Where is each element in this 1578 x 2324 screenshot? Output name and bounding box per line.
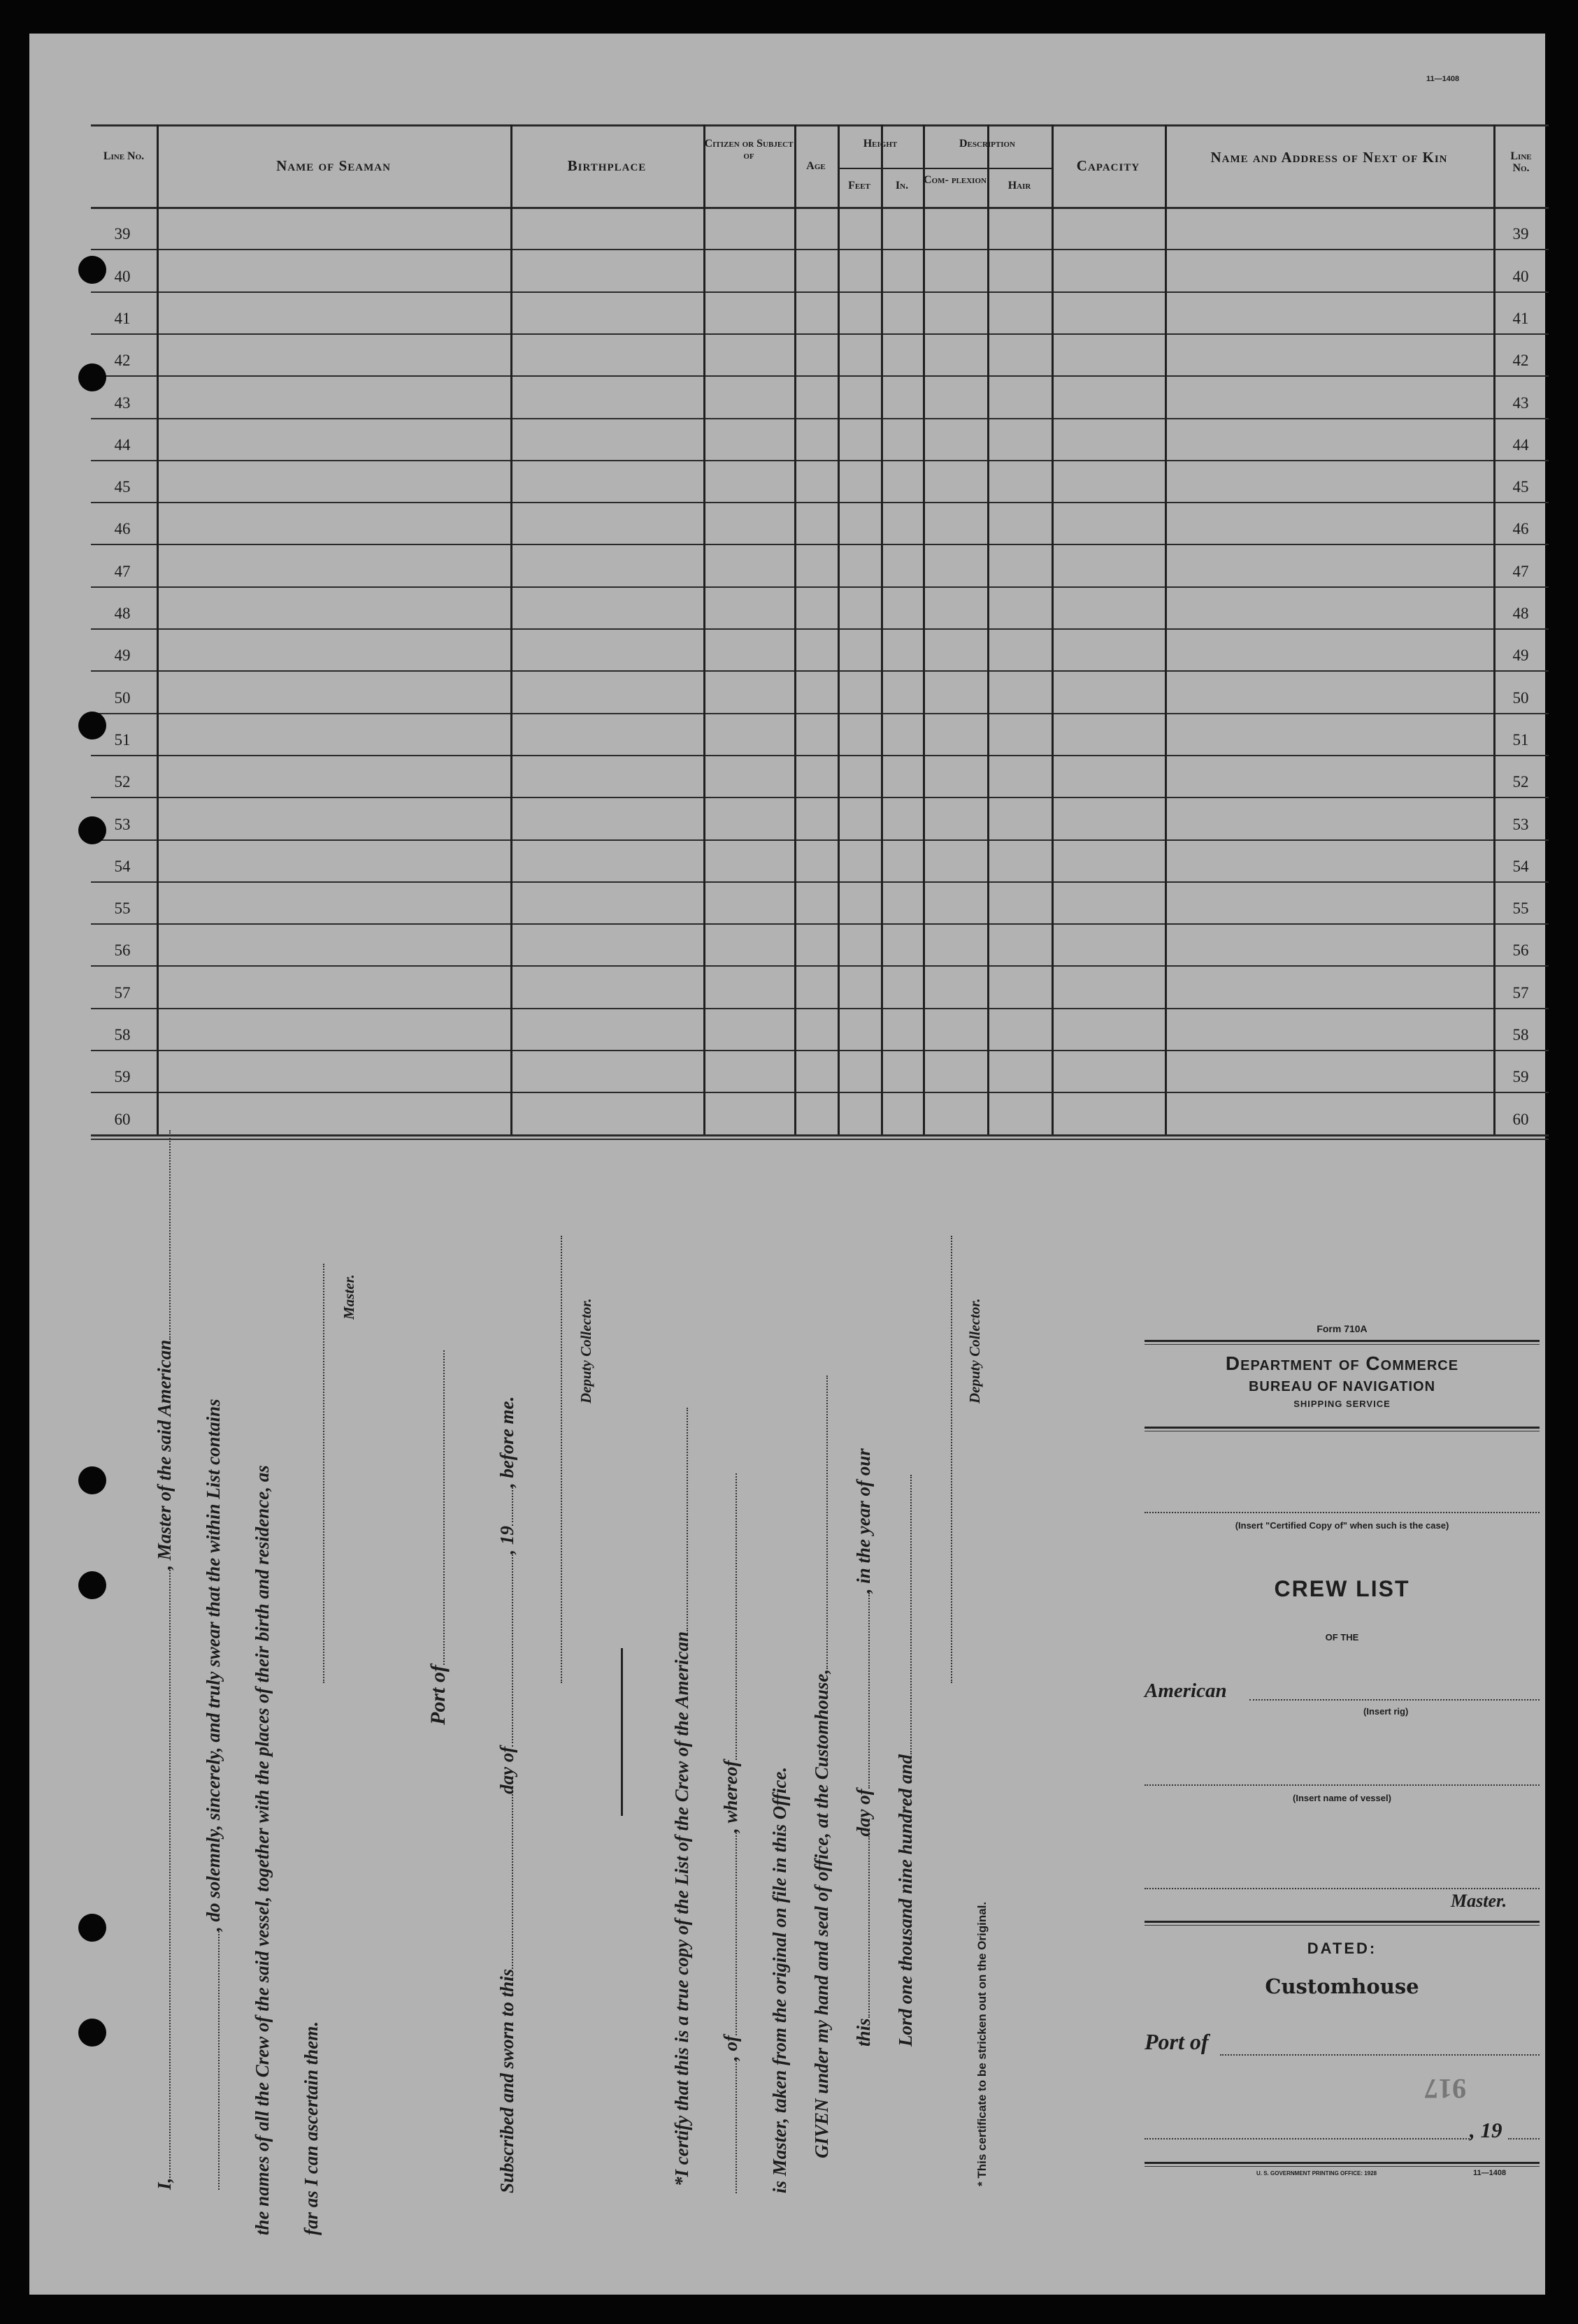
column-rule xyxy=(510,124,512,1134)
in-the-year-text: , in the year of our xyxy=(853,1448,874,1594)
department-title: Department of Commerce xyxy=(1225,1352,1459,1374)
master-label: Master. xyxy=(340,1274,357,1320)
seaman-name-cell[interactable] xyxy=(159,377,510,417)
lord-text: Lord one thousand nine hundred and xyxy=(895,1754,916,2047)
row-number-right: 39 xyxy=(1512,225,1529,243)
row-number-right: 50 xyxy=(1512,688,1529,707)
certificate-line-3 xyxy=(769,1767,791,2193)
row-number-right: 42 xyxy=(1512,352,1529,370)
seaman-name-cell[interactable] xyxy=(159,630,510,670)
row-number-right: 56 xyxy=(1512,941,1529,960)
row-number-right: 55 xyxy=(1512,900,1529,918)
header-description: Description xyxy=(959,138,1015,150)
form-number: Form 710A xyxy=(1317,1323,1368,1334)
cover-form-code: 11—1408 xyxy=(1473,2169,1507,2177)
deputy-signature-line-2[interactable] xyxy=(951,1236,952,1683)
punch-hole xyxy=(78,712,106,739)
master-taken-text: is Master, taken from the original on file in this Office. xyxy=(769,1766,790,2193)
rig-blank[interactable] xyxy=(1249,1699,1540,1701)
blank-port[interactable] xyxy=(429,1350,445,1665)
oath-line-3 xyxy=(252,1465,273,2235)
dated-label: DATED: xyxy=(1307,1940,1377,1957)
cover-rule-2 xyxy=(1145,1427,1540,1429)
row-rule xyxy=(91,797,1549,798)
header-line-no: Line No. xyxy=(103,150,145,162)
column-rule xyxy=(1165,124,1167,1134)
seaman-name-cell[interactable] xyxy=(159,546,510,585)
seaman-name-cell[interactable] xyxy=(159,589,510,628)
row-number-right: 41 xyxy=(1512,309,1529,327)
date-blank[interactable] xyxy=(1145,2138,1470,2139)
header-complexion: Com- plexion xyxy=(924,174,987,186)
certificate-footnote: * This certificate to be stricken out on the Original. xyxy=(975,1901,989,2186)
american-label: American xyxy=(1145,1680,1227,1702)
row-number-left: 41 xyxy=(114,309,131,327)
row-rule xyxy=(91,375,1549,377)
row-rule xyxy=(91,291,1549,293)
table-top-rule xyxy=(91,124,1549,127)
row-number-left: 44 xyxy=(114,435,131,454)
row-rule xyxy=(91,249,1549,250)
row-rule xyxy=(91,502,1549,503)
header-height: Height xyxy=(863,138,898,150)
cover-rule-bottom-thin xyxy=(1145,2166,1540,2167)
column-rule xyxy=(794,124,796,1134)
certificate-line-1 xyxy=(671,1408,693,2186)
row-number-left: 58 xyxy=(114,1026,131,1044)
form-code-top: 11—1408 xyxy=(1426,75,1460,83)
row-number-right: 48 xyxy=(1512,605,1529,622)
row-rule xyxy=(91,418,1549,419)
certificate-line-6 xyxy=(895,1475,917,2047)
row-number-left: 60 xyxy=(114,1110,131,1128)
deputy-collector-label: Deputy Collector. xyxy=(578,1298,594,1403)
blank-month-copy[interactable] xyxy=(854,1593,870,1789)
seaman-name-cell[interactable] xyxy=(159,757,510,796)
certificate-line-4 xyxy=(811,1376,833,2158)
header-birthplace: Birthplace xyxy=(567,157,647,174)
table-bottom-rule-2 xyxy=(91,1139,1549,1140)
seaman-name-cell[interactable] xyxy=(159,672,510,712)
blank-port-copy[interactable] xyxy=(722,1833,737,2035)
crew-table xyxy=(91,124,1549,1141)
row-number-left: 51 xyxy=(114,730,131,749)
master-signature-line[interactable] xyxy=(323,1264,324,1683)
certified-copy-blank[interactable] xyxy=(1145,1512,1540,1513)
row-rule xyxy=(91,839,1549,841)
given-text: GIVEN under my hand and seal of office, at the Customhouse, xyxy=(811,1668,832,2158)
row-number-right: 46 xyxy=(1512,520,1529,538)
subheader-rule xyxy=(838,168,1052,169)
row-rule xyxy=(91,713,1549,714)
oath-master-of: , Master of the said American xyxy=(154,1339,175,1570)
punch-hole xyxy=(78,1914,106,1942)
table-bottom-rule xyxy=(91,1134,1549,1136)
header-next-of-kin: Name and Address of Next of Kin xyxy=(1210,149,1448,166)
row-rule xyxy=(91,333,1549,335)
blank-vessel[interactable] xyxy=(155,1130,171,1340)
row-number-left: 52 xyxy=(114,773,131,791)
seaman-name-cell[interactable] xyxy=(159,420,510,459)
row-rule xyxy=(91,881,1549,883)
insert-rig-note: (Insert rig) xyxy=(1363,1706,1409,1717)
punch-hole xyxy=(78,2019,106,2047)
cover-rule-3 xyxy=(1145,1921,1540,1923)
insert-certified-note: (Insert "Certified Copy of" when such is the case) xyxy=(1235,1520,1449,1531)
header-hair: Hair xyxy=(1007,180,1031,192)
blank-vessel-name[interactable] xyxy=(204,1931,220,2190)
row-number-right: 58 xyxy=(1512,1026,1529,1044)
port-of-line xyxy=(426,1350,450,1725)
row-rule xyxy=(91,1008,1549,1009)
row-rule xyxy=(91,544,1549,545)
row-number-right: 45 xyxy=(1512,478,1529,496)
row-number-left: 42 xyxy=(114,352,131,370)
service-title: SHIPPING SERVICE xyxy=(1293,1399,1391,1409)
year-blank[interactable] xyxy=(1508,2138,1540,2139)
subscribed-text: Subscribed and sworn to this xyxy=(496,1968,517,2193)
row-number-left: 45 xyxy=(114,478,131,496)
blank-year[interactable] xyxy=(498,1487,513,1526)
column-rule xyxy=(1052,124,1054,1134)
header-name-of-seaman: Name of Seaman xyxy=(276,157,391,174)
row-number-right: 57 xyxy=(1512,983,1529,1002)
seaman-name-cell[interactable] xyxy=(159,335,510,375)
year-prefix: , 19 xyxy=(496,1526,517,1554)
row-number-left: 59 xyxy=(114,1068,131,1086)
form-sheet xyxy=(29,34,1545,2295)
row-rule xyxy=(91,460,1549,461)
faint-stamp-number: 917 xyxy=(1424,2073,1466,2105)
column-rule xyxy=(987,124,989,1134)
oath-ascertain-text: far as I can ascertain them. xyxy=(301,2021,322,2235)
blank-customhouse[interactable] xyxy=(812,1376,828,1669)
row-number-left: 40 xyxy=(114,267,131,285)
crew-list-title: CREW LIST xyxy=(1274,1576,1410,1601)
header-line-no-right: Line No. xyxy=(1510,150,1532,174)
oath-line-4 xyxy=(301,2021,322,2235)
row-number-left: 57 xyxy=(114,983,131,1002)
blank-day[interactable] xyxy=(498,1794,513,1969)
deputy-collector-label-2: Deputy Collector. xyxy=(966,1298,983,1403)
punch-hole xyxy=(78,256,106,284)
row-number-left: 46 xyxy=(114,520,131,538)
row-number-right: 53 xyxy=(1512,815,1529,833)
seaman-name-cell[interactable] xyxy=(159,967,510,1006)
day-of-text: day of xyxy=(496,1746,517,1794)
punch-hole xyxy=(78,1466,106,1494)
cover-year-label: , 19 xyxy=(1470,2118,1502,2142)
row-rule xyxy=(91,1092,1549,1093)
seaman-name-cell[interactable] xyxy=(159,842,510,881)
column-rule xyxy=(703,124,705,1134)
row-number-right: 40 xyxy=(1512,267,1529,285)
insert-vessel-note: (Insert name of vessel) xyxy=(1293,1793,1391,1803)
row-number-right: 49 xyxy=(1512,647,1529,665)
seaman-name-cell[interactable] xyxy=(159,462,510,501)
row-number-left: 50 xyxy=(114,688,131,707)
of-the-label: OF THE xyxy=(1325,1632,1359,1643)
row-rule xyxy=(91,670,1549,672)
blank-day-copy[interactable] xyxy=(854,1836,870,2018)
row-number-right: 60 xyxy=(1512,1110,1529,1128)
oath-i: I, xyxy=(154,2177,175,2190)
before-me-text: , before me. xyxy=(496,1396,517,1488)
row-rule xyxy=(91,586,1549,588)
seaman-name-cell[interactable] xyxy=(159,1010,510,1049)
cover-port-blank[interactable] xyxy=(1220,2054,1540,2056)
cover-rule-3-thin xyxy=(1145,1925,1540,1926)
day-of-text-copy: day of xyxy=(853,1789,874,1837)
row-number-right: 52 xyxy=(1512,773,1529,791)
row-number-left: 54 xyxy=(114,857,131,875)
seaman-name-cell[interactable] xyxy=(159,799,510,838)
column-rule xyxy=(838,124,840,1134)
oath-line-2 xyxy=(203,1399,224,2190)
row-number-right: 51 xyxy=(1512,730,1529,749)
seaman-name-cell[interactable] xyxy=(159,251,510,290)
row-number-left: 48 xyxy=(114,605,131,622)
oath-line-1 xyxy=(154,1130,175,2190)
oath-names-text: the names of all the Crew of the said vessel, together with the places of their birth and residence, as xyxy=(252,1465,273,2235)
blank-vessel-copy[interactable] xyxy=(722,2060,737,2193)
seaman-name-cell[interactable] xyxy=(159,925,510,965)
bureau-title: BUREAU OF NAVIGATION xyxy=(1248,1379,1436,1394)
oath-swear: , do solemnly, sincerely, and truly swear that the within List contains xyxy=(203,1399,224,1931)
blank-master-copy[interactable] xyxy=(722,1474,737,1761)
punch-hole xyxy=(78,1571,106,1599)
header-citizen: Citizen or Subject of xyxy=(704,138,794,161)
row-number-right: 54 xyxy=(1512,857,1529,875)
customhouse-label: Customhouse xyxy=(1265,1975,1419,1998)
seaman-name-cell[interactable] xyxy=(159,1094,510,1133)
this-text: this xyxy=(853,2018,874,2047)
seaman-name-cell[interactable] xyxy=(159,715,510,754)
row-number-right: 43 xyxy=(1512,394,1529,412)
cover-rule-top-thin xyxy=(1145,1344,1540,1345)
certify-text: *I certify that this is a true copy of the List of the Crew of the American xyxy=(671,1631,692,2186)
port-of-label: Port of xyxy=(426,1665,450,1725)
header-age: Age xyxy=(806,160,826,172)
row-number-right: 44 xyxy=(1512,435,1529,454)
column-rule xyxy=(1493,124,1495,1134)
vessel-name-blank[interactable] xyxy=(1145,1784,1540,1786)
row-rule xyxy=(91,628,1549,630)
seaman-name-cell[interactable] xyxy=(159,1052,510,1091)
row-number-left: 49 xyxy=(114,647,131,665)
seaman-name-cell[interactable] xyxy=(159,294,510,333)
cover-port-of-label: Port of xyxy=(1145,2029,1209,2054)
row-rule xyxy=(91,1050,1549,1051)
row-rule xyxy=(91,965,1549,967)
blank-year-copy[interactable] xyxy=(896,1475,912,1754)
master-blank[interactable] xyxy=(1145,1888,1540,1889)
row-number-left: 39 xyxy=(114,225,131,243)
row-rule xyxy=(91,923,1549,925)
cover-master-label: Master. xyxy=(1451,1891,1507,1911)
deputy-signature-line[interactable] xyxy=(561,1236,562,1683)
row-number-left: 43 xyxy=(114,394,131,412)
certificate-line-2 xyxy=(720,1474,742,2194)
whereof-text: , whereof xyxy=(720,1760,741,1833)
certificate-line-5 xyxy=(853,1448,875,2047)
blank-master-name[interactable] xyxy=(155,1570,171,2178)
header-feet: Feet xyxy=(848,180,870,192)
row-number-left: 56 xyxy=(114,941,131,960)
cover-rule-bottom xyxy=(1145,2162,1540,2164)
blank-month[interactable] xyxy=(498,1554,513,1747)
of-text: , of xyxy=(720,2035,741,2060)
row-number-right: 47 xyxy=(1512,562,1529,580)
separator-rule xyxy=(621,1648,623,1816)
seaman-name-cell[interactable] xyxy=(159,209,510,248)
row-number-left: 53 xyxy=(114,815,131,833)
cover-panel xyxy=(1145,1323,1540,2183)
punch-hole xyxy=(78,816,106,844)
seaman-name-cell[interactable] xyxy=(159,883,510,923)
row-number-right: 59 xyxy=(1512,1068,1529,1086)
seaman-name-cell[interactable] xyxy=(159,504,510,543)
subscribed-line xyxy=(496,1396,518,2193)
header-inches: In. xyxy=(895,180,909,192)
printer-note: U. S. GOVERNMENT PRINTING OFFICE: 1928 xyxy=(1256,2170,1377,2177)
punch-hole xyxy=(78,363,106,391)
header-capacity: Capacity xyxy=(1076,157,1140,174)
blank-rig[interactable] xyxy=(673,1408,688,1631)
row-number-left: 55 xyxy=(114,900,131,918)
cover-rule-top xyxy=(1145,1340,1540,1342)
column-rule xyxy=(923,124,925,1134)
row-rule xyxy=(91,755,1549,756)
row-number-left: 47 xyxy=(114,562,131,580)
column-rule xyxy=(881,124,883,1134)
